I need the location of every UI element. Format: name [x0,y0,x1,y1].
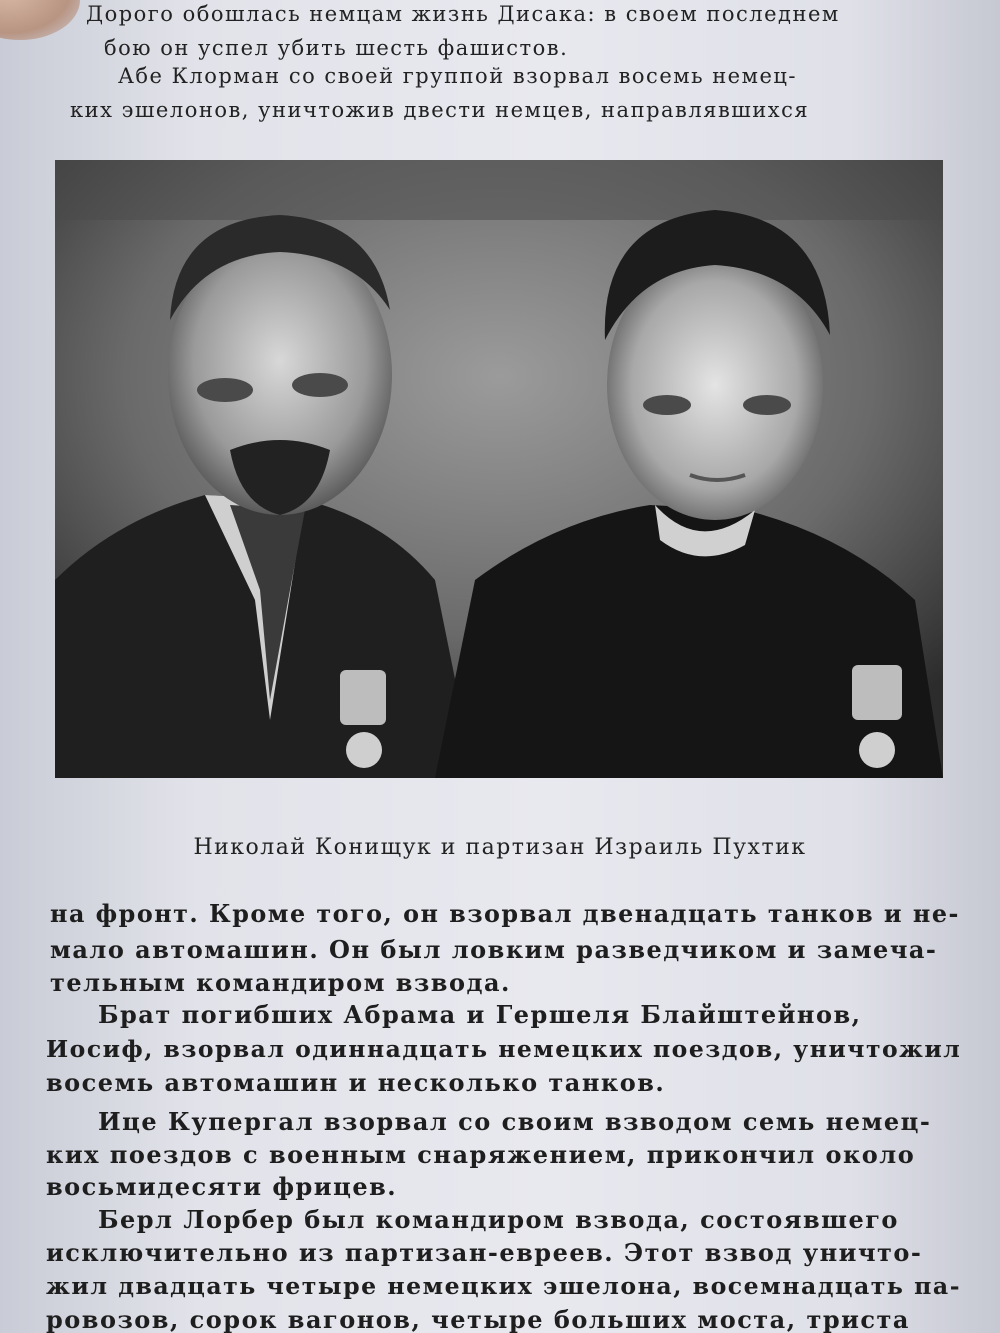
text-line: ких поездов с военным снаряжением, прикончил около [46,1140,916,1169]
text-line: Ице Купергал взорвал со своим взводом семь немец- [98,1107,932,1136]
portrait-photo [55,160,943,778]
text-line: Брат погибших Абрама и Гершеля Блайштейнов, [98,1000,862,1029]
text-line: мало автомашин. Он был ловким разведчиком и замеча- [50,935,938,964]
photo-caption: Николай Конищук и партизан Израиль Пухтик [193,835,807,860]
text-line: Иосиф, взорвал одиннадцать немецких поездов, уничтожил [46,1035,962,1063]
text-line: восемь автомашин и несколько танков. [46,1068,666,1097]
text-line: жил двадцать четыре немецких эшелона, восемнадцать па- [46,1272,962,1300]
photo-image [55,160,943,778]
text-line: Берл Лорбер был командиром взвода, состоявшего [98,1205,899,1234]
text-line: ких эшелонов, уничтожив двести немцев, направлявшихся [70,98,810,122]
text-line: восьмидесяти фрицев. [46,1172,398,1201]
text-line: тельным командиром взвода. [50,968,511,997]
text-line: бою он успел убить шесть фашистов. [104,36,569,60]
text-line: ровозов, сорок вагонов, четыре больших моста, триста [46,1305,910,1333]
text-line: Абе Клорман со своей группой взорвал восемь немец- [118,64,797,88]
text-line: на фронт. Кроме того, он взорвал двенадцать танков и не- [50,900,960,928]
text-line: исключительно из партизан-евреев. Этот взвод уничто- [46,1238,923,1267]
text-line: Дорого обошлась немцам жизнь Дисака: в своем последнем [86,2,840,26]
finger-in-frame [0,0,80,40]
